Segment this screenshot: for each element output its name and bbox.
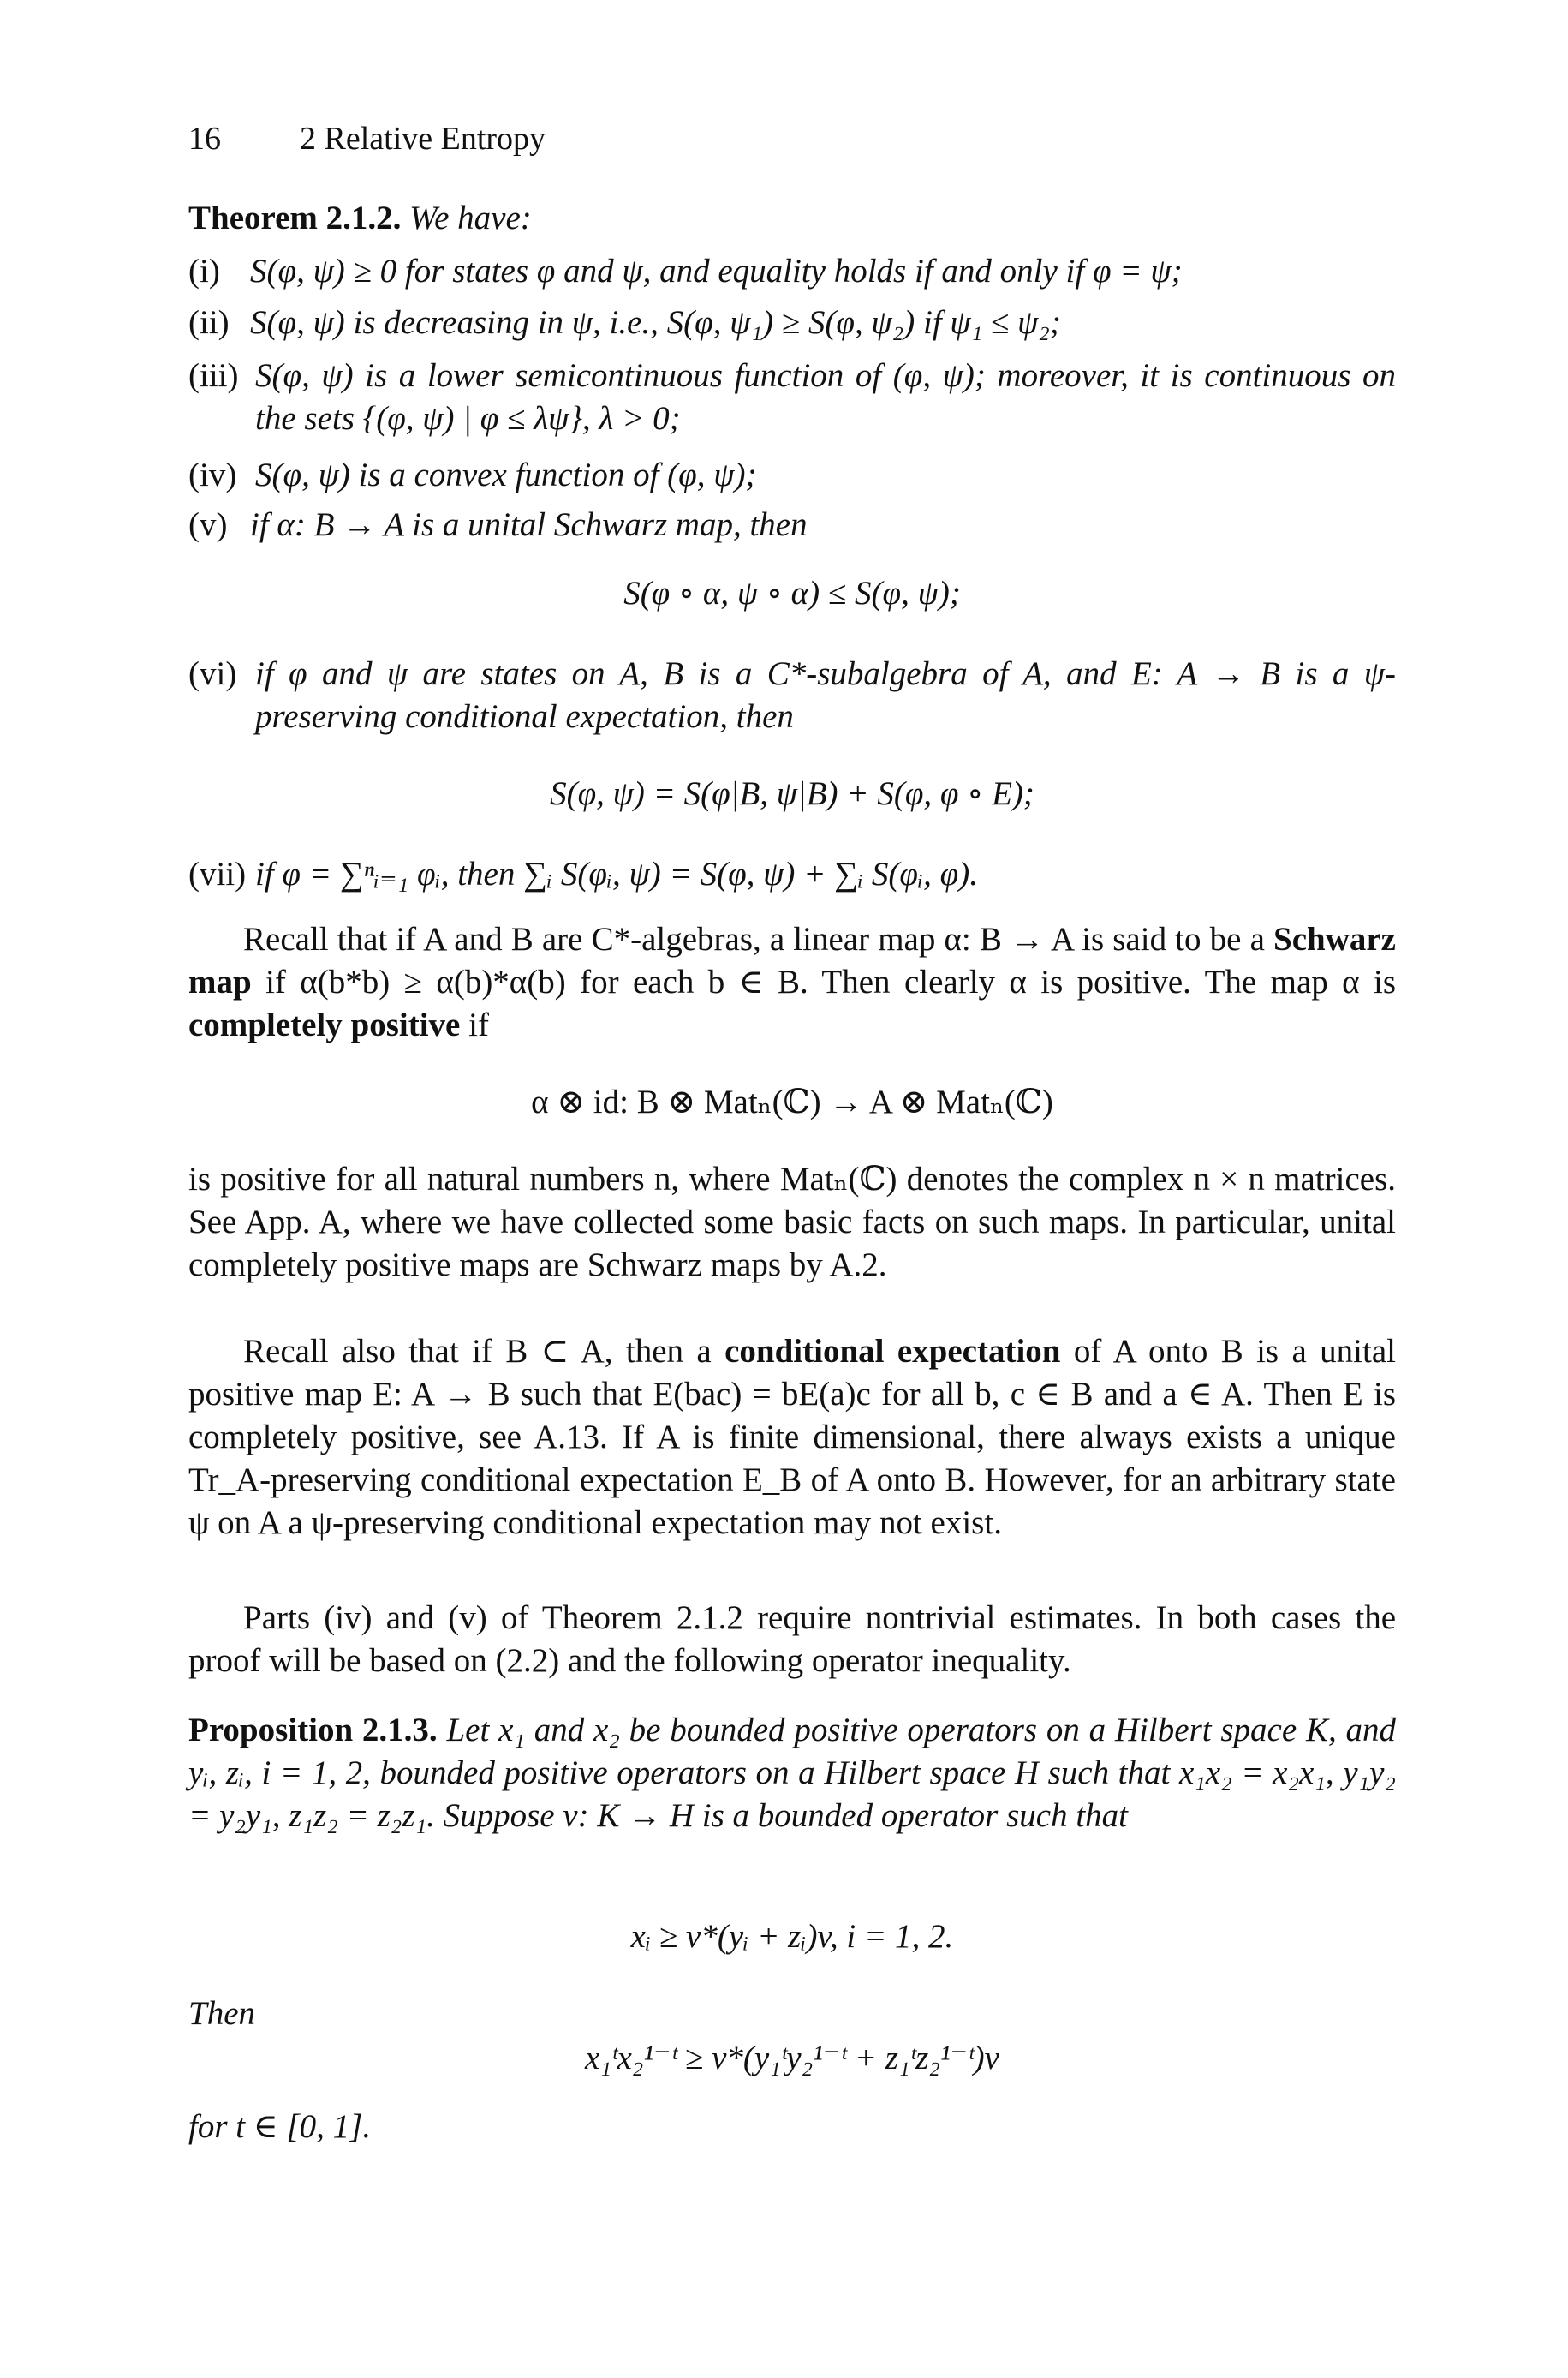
term-schwarz-map: Schwarz map	[188, 921, 1396, 1001]
proposition-equation-2: x₁ᵗx₂¹⁻ᵗ ≥ v*(y₁ᵗy₂¹⁻ᵗ + z₁ᵗz₂¹⁻ᵗ)v	[585, 2040, 999, 2076]
running-title: 2 Relative Entropy	[300, 121, 546, 157]
item-label: (i)	[188, 253, 220, 290]
item-text: S(φ, ψ) is a convex function of (φ, ψ);	[255, 457, 757, 493]
item-text: if φ = ∑ⁿᵢ₌₁ φᵢ, then ∑ᵢ S(φᵢ, ψ) = S(φ, ψ) + ∑ᵢ S(φᵢ, φ).	[255, 856, 978, 893]
page-number: 16	[188, 121, 221, 157]
proposition-equation-1: xᵢ ≥ v*(yᵢ + zᵢ)v, i = 1, 2.	[630, 1918, 954, 1955]
equation-vi: S(φ, ψ) = S(φ|B, ψ|B) + S(φ, φ ∘ E);	[550, 775, 1034, 812]
para1-text-b: if α(b*b) ≥ α(b)*α(b) for each b ∈ B. Then clearly α is positive. The map α is	[251, 964, 1396, 1001]
para3-text-b: of A onto B is a unital positive map E: A → B such that E(bac) = bE(a)c for all b, c ∈ B and a ∈ A. Then E is completely positive, see A.13. If A is finite dimensional, there always exists a unique Tr_A-preserving conditional expectation E_B of A onto B. However, for an arbitrary state ψ on A a ψ-preserving conditional expectation may not exist.	[188, 1333, 1396, 1541]
item-text: S(φ, ψ) ≥ 0 for states φ and ψ, and equality holds if and only if φ = ψ;	[250, 253, 1183, 290]
proposition-then: Then	[188, 1995, 255, 2032]
term-conditional-expectation: conditional expectation	[724, 1333, 1061, 1370]
theorem-item-vi	[188, 653, 1396, 738]
theorem-item-iii	[188, 355, 1396, 440]
term-completely-positive: completely positive	[188, 1007, 461, 1043]
paragraph-conditional-expectation	[188, 1330, 1396, 1545]
item-label: (iii)	[188, 357, 239, 394]
item-label: (ii)	[188, 304, 230, 341]
theorem-item-i	[188, 250, 1396, 293]
item-label: (vii)	[188, 856, 247, 893]
theorem-item-vii	[188, 853, 1396, 896]
paragraph-schwarz-map	[188, 918, 1396, 1047]
equation-completely-positive: α ⊗ id: B ⊗ Matₙ(ℂ) → A ⊗ Matₙ(ℂ)	[531, 1084, 1053, 1120]
theorem-item-v	[188, 504, 1396, 547]
item-label: (v)	[188, 506, 228, 543]
theorem-item-ii	[188, 302, 1396, 344]
theorem-heading	[188, 197, 1396, 240]
proposition-tail: for t ∈ [0, 1].	[188, 2108, 372, 2145]
theorem-intro: We have:	[409, 200, 532, 236]
item-text: S(φ, ψ) is a lower semicontinuous function of (φ, ψ); moreover, it is continuous on the sets {(φ, ψ) | φ ≤ λψ}, λ > 0;	[255, 357, 1396, 437]
item-text: if α: B → A is a unital Schwarz map, then	[250, 506, 808, 543]
theorem-item-iv	[188, 454, 1396, 497]
item-text: if φ and ψ are states on A, B is a C*-subalgebra of A, and E: A → B is a ψ-preserving conditional expectation, then	[255, 655, 1396, 735]
running-header	[188, 120, 546, 158]
para3-text-a: Recall also that if B ⊂ A, then a	[243, 1333, 725, 1370]
item-label: (vi)	[188, 655, 237, 692]
paragraph-positive-maps: is positive for all natural numbers n, where Matₙ(ℂ) denotes the complex n × n matrices. See App. A, where we have collected some basic facts on such maps. In particular, unital completely positive maps are Schwarz maps by A.2.	[188, 1161, 1396, 1283]
theorem-label: Theorem 2.1.2.	[188, 200, 402, 236]
paragraph-estimates: Parts (iv) and (v) of Theorem 2.1.2 require nontrivial estimates. In both cases the proof will be based on (2.2) and the following operator inequality.	[188, 1599, 1396, 1679]
equation-v: S(φ ∘ α, ψ ∘ α) ≤ S(φ, ψ);	[623, 575, 961, 612]
proposition-text: Let x₁ and x₂ be bounded positive operators on a Hilbert space K, and yᵢ, zᵢ, i = 1, 2, bounded positive operators on a Hilbert space H such that x₁x₂ = x₂x₁, y₁y₂ = y₂y₁, z₁z₂ = z₂z₁. Suppose v: K → H is a bounded operator such that	[188, 1712, 1396, 1834]
item-text: S(φ, ψ) is decreasing in ψ, i.e., S(φ, ψ₁) ≥ S(φ, ψ₂) if ψ₁ ≤ ψ₂;	[250, 304, 1061, 341]
proposition	[188, 1709, 1396, 1837]
para1-text-a: Recall that if A and B are C*-algebras, a linear map α: B → A is said to be a	[243, 921, 1274, 958]
para1-text-c: if	[460, 1007, 489, 1043]
item-label: (iv)	[188, 457, 237, 493]
proposition-label: Proposition 2.1.3.	[188, 1712, 438, 1748]
